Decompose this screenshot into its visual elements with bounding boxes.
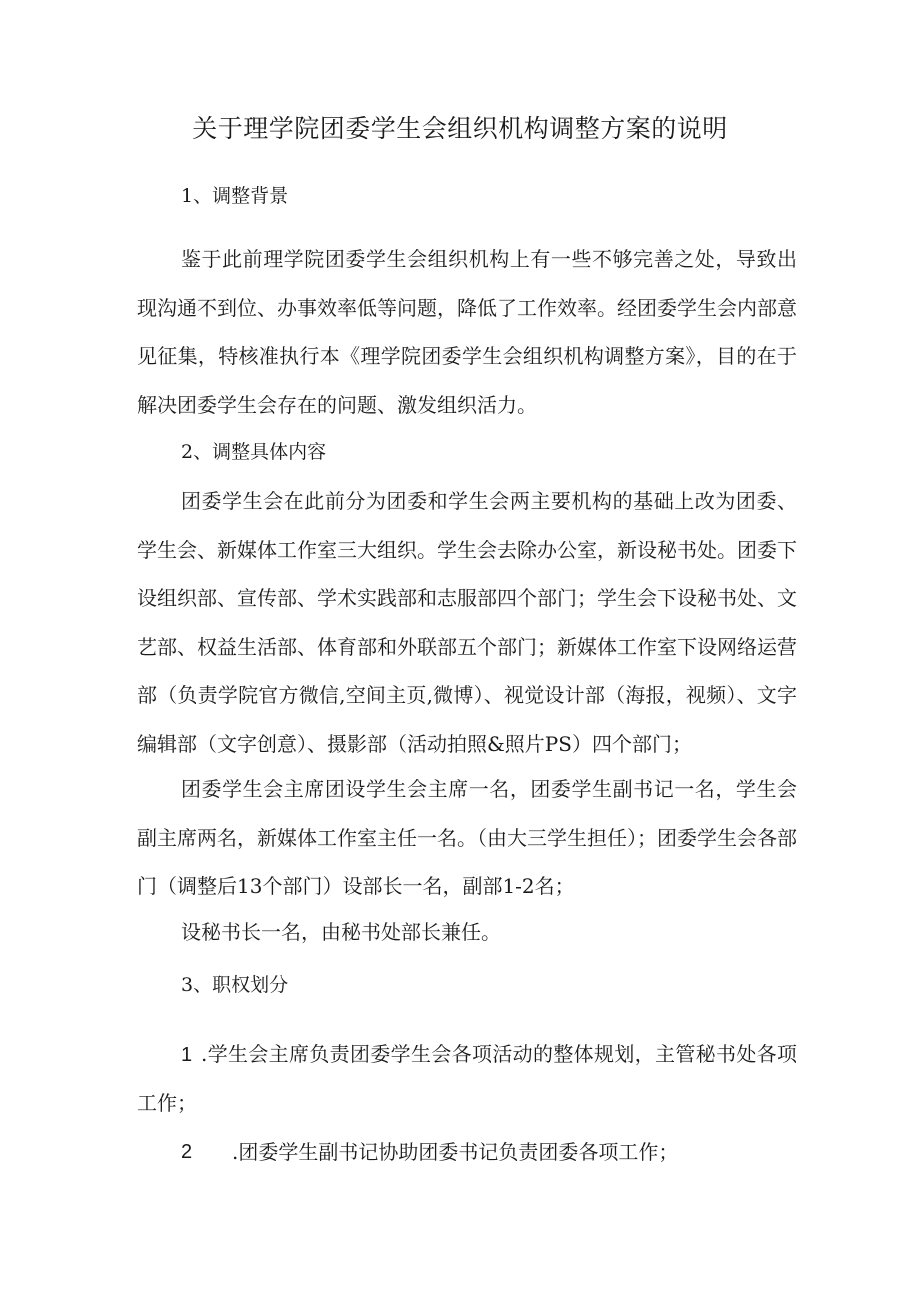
list-item-1: .学生会主席负责团委学生会各项活动的整体规划，主管秘书处各项工作； <box>137 1042 797 1115</box>
list-item-number-1: 1 <box>181 1044 193 1066</box>
list-item-number-2: 2 <box>181 1141 193 1163</box>
document-title: 关于理学院团委学生会组织机构调整方案的说明 <box>192 114 728 143</box>
section-heading-responsibilities: 3、职权划分 <box>181 974 289 996</box>
section-heading-content: 2、调整具体内容 <box>181 441 327 463</box>
list-item-2: .团委学生副书记协助团委书记负责团委各项工作； <box>232 1140 679 1164</box>
paragraph-structure: 团委学生会在此前分为团委和学生会两主要机构的基础上改为团委、学生会、新媒体工作室三大组织。学生会去除办公室，新设秘书处。团委下设组织部、宣传部、学术实践部和志服部四个部门；学生会下设秘书处、文艺部、权益生活部、体育部和外联部五个部门；新媒体工作室下设网络运营部（负责学院官方微信,空间主页,微博）、视觉设计部（海报，视频）、文字编辑部（文字创意）、摄影部（活动拍照&照片PS）四个部门； <box>137 489 797 756</box>
paragraph-secretary-general: 设秘书长一名，由秘书处部长兼任。 <box>181 920 501 944</box>
section-heading-background: 1、调整背景 <box>181 185 289 207</box>
paragraph-leadership: 团委学生会主席团设学生会主席一名，团委学生副书记一名，学生会副主席两名，新媒体工作室主任一名。（由大三学生担任）；团委学生会各部门（调整后13个部门）设部长一名，副部1-2名； <box>137 777 797 898</box>
paragraph-background: 鉴于此前理学院团委学生会组织机构上有一些不够完善之处，导致出现沟通不到位、办事效率低等问题，降低了工作效率。经团委学生会内部意见征集，特核准执行本《理学院团委学生会组织机构调整方案》，目的在于解决团委学生会存在的问题、激发组织活力。 <box>137 247 797 417</box>
